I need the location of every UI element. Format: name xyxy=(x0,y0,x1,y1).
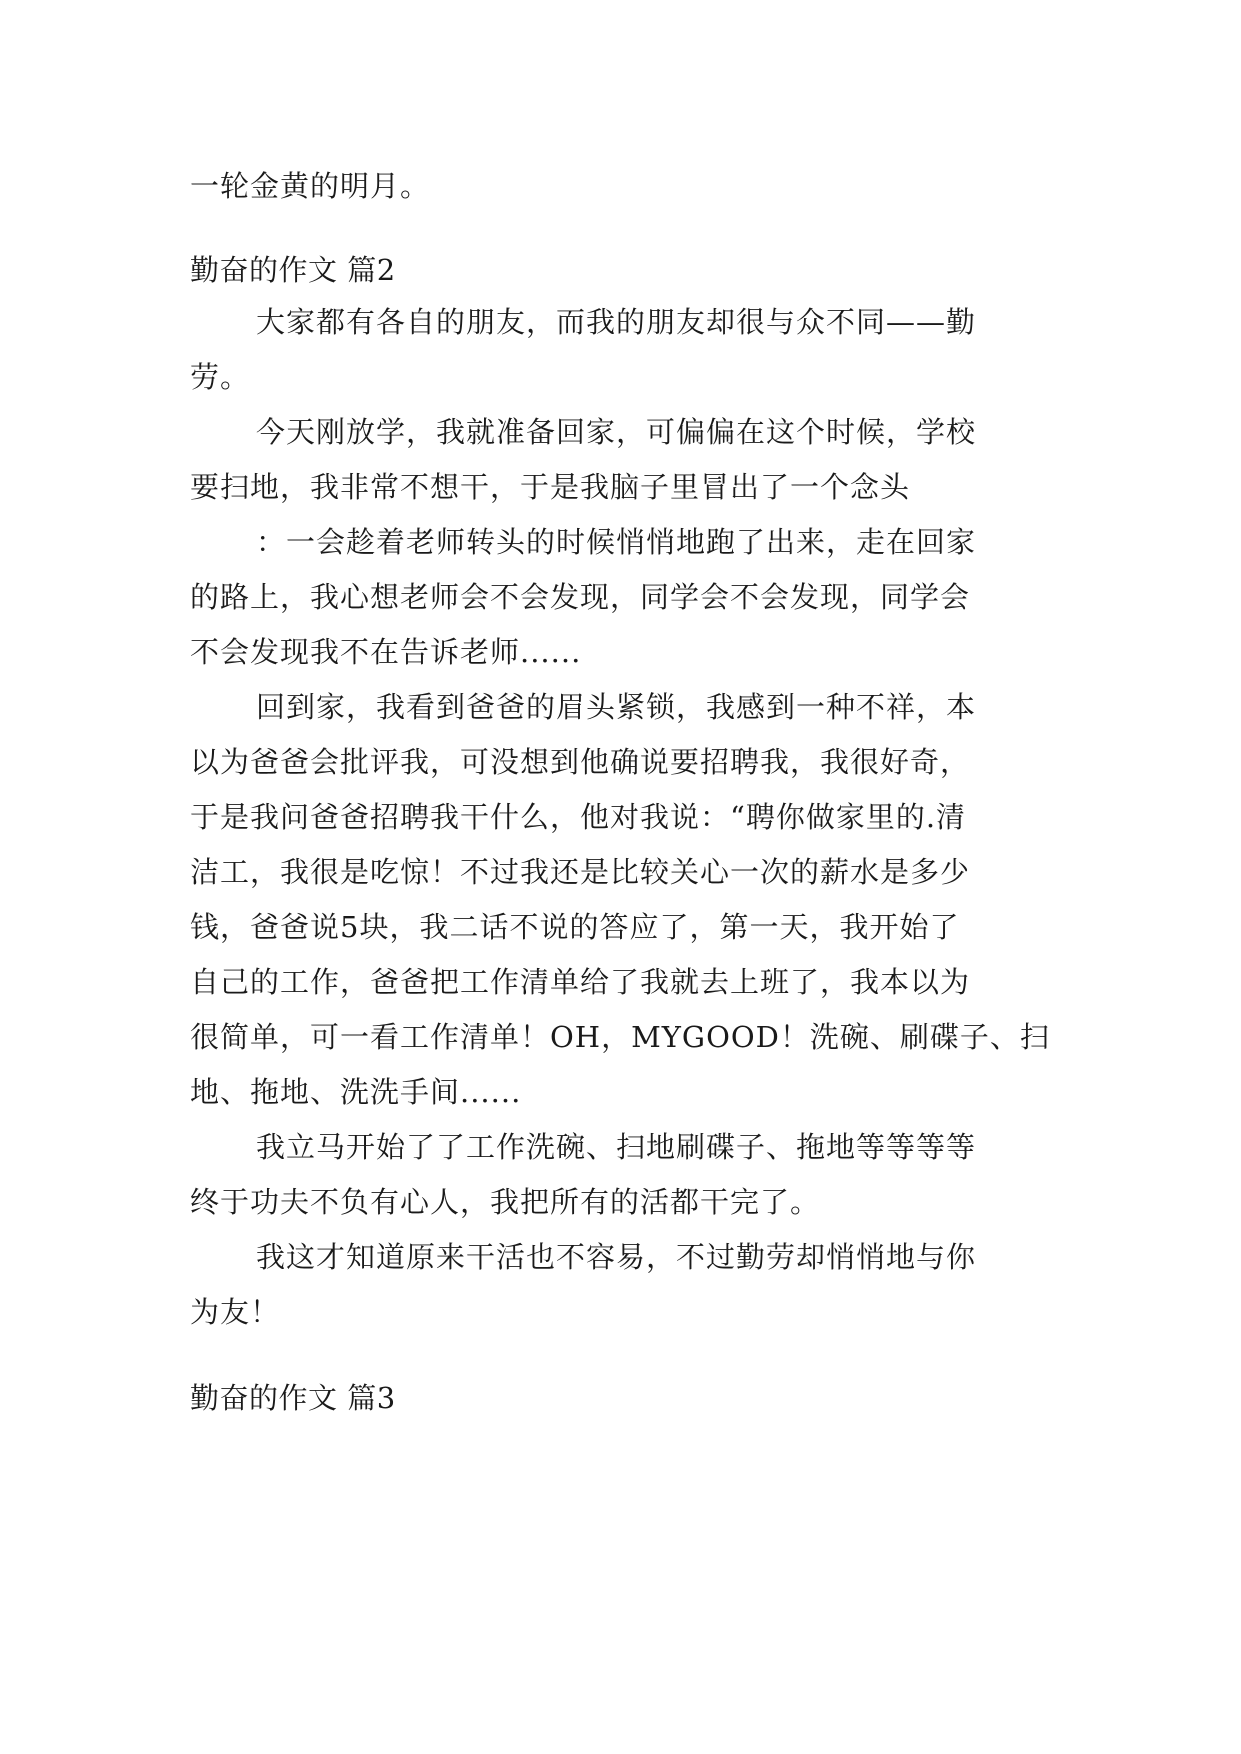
paragraph-line: 回到家，我看到爸爸的眉头紧锁，我感到一种不祥，本 xyxy=(256,690,977,724)
paragraph-line: 自己的工作，爸爸把工作清单给了我就去上班了，我本以为 xyxy=(190,965,971,999)
paragraph-line: 终于功夫不负有心人，我把所有的活都干完了。 xyxy=(190,1185,821,1219)
paragraph-line: 于是我问爸爸招聘我干什么，他对我说：“聘你做家里的.清 xyxy=(190,800,967,834)
paragraph-line: 以为爸爸会批评我，可没想到他确说要招聘我，我很好奇， xyxy=(190,745,971,779)
paragraph-line: 一轮金黄的明月。 xyxy=(190,169,431,203)
paragraph-line: 很简单，可一看工作清单！OH，MYGOOD！洗碗、刷碟子、扫 xyxy=(190,1020,1050,1054)
section-heading: 勤奋的作文 篇2 xyxy=(190,253,396,287)
section-heading: 勤奋的作文 篇3 xyxy=(190,1381,396,1415)
paragraph-line: 地、拖地、洗洗手间...... xyxy=(190,1075,522,1109)
paragraph-line: 的路上，我心想老师会不会发现，同学会不会发现，同学会 xyxy=(190,580,971,614)
paragraph-line: 为友！ xyxy=(190,1295,281,1329)
paragraph-line: 洁工，我很是吃惊！不过我还是比较关心一次的薪水是多少 xyxy=(190,855,971,889)
paragraph-line: 我这才知道原来干活也不容易，不过勤劳却悄悄地与你 xyxy=(256,1240,977,1274)
paragraph-line: 钱，爸爸说5块，我二话不说的答应了，第一天，我开始了 xyxy=(190,910,960,944)
paragraph-line: ：一会趁着老师转头的时候悄悄地跑了出来，走在回家 xyxy=(256,525,977,559)
paragraph-line: 大家都有各自的朋友，而我的朋友却很与众不同——勤 xyxy=(256,305,977,339)
paragraph-line: 今天刚放学，我就准备回家，可偏偏在这个时候，学校 xyxy=(256,415,977,449)
paragraph-line: 要扫地，我非常不想干，于是我脑子里冒出了一个念头 xyxy=(190,470,911,504)
paragraph-line: 不会发现我不在告诉老师...... xyxy=(190,635,582,669)
paragraph-line: 我立马开始了了工作洗碗、扫地刷碟子、拖地等等等等 xyxy=(256,1130,977,1164)
paragraph-line: 劳。 xyxy=(190,360,251,394)
